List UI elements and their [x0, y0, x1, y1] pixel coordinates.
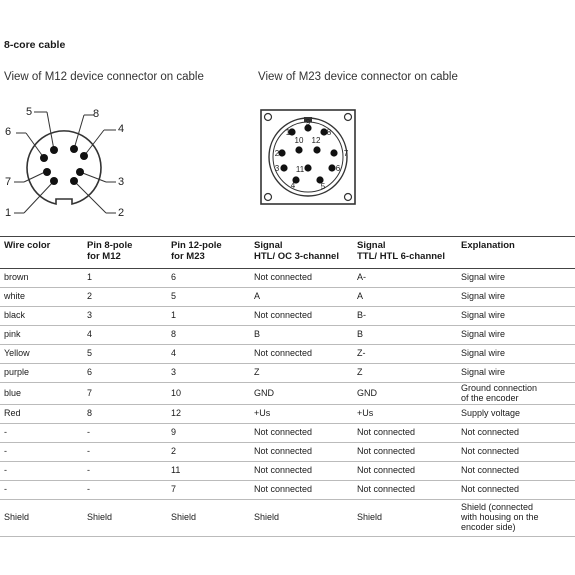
cell-pin-m12: 5	[83, 345, 167, 364]
cell-pin-m12: 2	[83, 288, 167, 307]
cell-signal-3ch: Not connected	[250, 443, 353, 462]
cell-pin-m12: 6	[83, 364, 167, 383]
cell-pin-m23: 8	[167, 326, 250, 345]
cell-signal-6ch: Z-	[353, 345, 457, 364]
cell-explanation: Not connected	[457, 443, 575, 462]
m23-label-1: 1	[285, 128, 291, 137]
cell-signal-3ch: Not connected	[250, 481, 353, 500]
cell-wire-color: Yellow	[0, 345, 83, 364]
table-row	[0, 326, 575, 345]
m23-mount-hole	[265, 114, 272, 121]
cell-signal-6ch: A-	[353, 269, 457, 288]
table-row	[0, 405, 575, 424]
cell-pin-m23: 2	[167, 443, 250, 462]
table-row	[0, 364, 575, 383]
pin-assignment-table	[0, 236, 575, 537]
table-row	[0, 424, 575, 443]
table-row	[0, 481, 575, 500]
cell-pin-m23: 10	[167, 383, 250, 405]
table-row	[0, 443, 575, 462]
table-row	[0, 288, 575, 307]
m23-label-4: 4	[290, 181, 296, 190]
m23-label-8: 8	[326, 128, 332, 137]
m12-pin-2	[76, 168, 84, 176]
m12-label-8: 8	[92, 108, 100, 120]
cell-signal-3ch: Z	[250, 364, 353, 383]
cell-explanation: Not connected	[457, 424, 575, 443]
cell-pin-m23: 12	[167, 405, 250, 424]
cell-pin-m23: 1	[167, 307, 250, 326]
m23-label-12: 12	[311, 136, 321, 145]
cell-signal-6ch: +Us	[353, 405, 457, 424]
cell-explanation: Signal wire	[457, 307, 575, 326]
cell-explanation: Signal wire	[457, 364, 575, 383]
m23-label-9: 9	[305, 118, 311, 127]
m23-pin-12	[313, 146, 320, 153]
cell-signal-3ch: +Us	[250, 405, 353, 424]
cell-explanation: Ground connection of the encoder	[457, 383, 575, 405]
m12-housing	[27, 131, 101, 204]
cell-explanation: Supply voltage	[457, 405, 575, 424]
m23-label-11: 11	[295, 165, 305, 174]
m12-pin-4	[70, 145, 78, 153]
m12-pin-3	[80, 152, 88, 160]
cell-signal-6ch: Not connected	[353, 481, 457, 500]
m23-mount-hole	[345, 194, 352, 201]
header-pin-m23: Pin 12-pole for M23	[167, 237, 250, 269]
section-title: 8-core cable	[4, 39, 66, 51]
cell-pin-m23: 9	[167, 424, 250, 443]
m23-view-label: View of M23 device connector on cable	[258, 71, 458, 83]
m12-label-7: 7	[4, 176, 12, 188]
cell-wire-color: black	[0, 307, 83, 326]
table-row	[0, 345, 575, 364]
cell-wire-color: Shield	[0, 500, 83, 537]
cell-pin-m23: 11	[167, 462, 250, 481]
m23-pin-7	[330, 149, 337, 156]
cell-signal-3ch: Not connected	[250, 424, 353, 443]
cell-wire-color: purple	[0, 364, 83, 383]
cell-wire-color: Red	[0, 405, 83, 424]
cell-pin-m23: 6	[167, 269, 250, 288]
table-row	[0, 462, 575, 481]
header-wire-color: Wire color	[0, 237, 83, 269]
cell-wire-color: -	[0, 424, 83, 443]
table-row	[0, 307, 575, 326]
cell-explanation: Signal wire	[457, 269, 575, 288]
cell-explanation: Shield (connected with housing on the encoder side)	[457, 500, 575, 537]
cell-pin-m12: 8	[83, 405, 167, 424]
m12-pin-5	[50, 146, 58, 154]
cell-explanation: Not connected	[457, 462, 575, 481]
cell-signal-3ch: B	[250, 326, 353, 345]
cell-wire-color: white	[0, 288, 83, 307]
m12-pin-7	[50, 177, 58, 185]
m23-label-10: 10	[294, 136, 304, 145]
m12-view-label: View of M12 device connector on cable	[4, 71, 204, 83]
table-header-row	[0, 237, 575, 269]
cell-signal-6ch: Not connected	[353, 424, 457, 443]
cell-explanation: Signal wire	[457, 345, 575, 364]
cell-pin-m12: -	[83, 462, 167, 481]
m23-pin-10	[295, 146, 302, 153]
cell-signal-3ch: Not connected	[250, 345, 353, 364]
cell-explanation: Signal wire	[457, 326, 575, 345]
cell-pin-m12: -	[83, 424, 167, 443]
header-pin-m12: Pin 8-pole for M12	[83, 237, 167, 269]
cell-signal-3ch: Not connected	[250, 269, 353, 288]
header-signal-3ch: Signal HTL/ OC 3-channel	[250, 237, 353, 269]
m12-label-3: 3	[117, 176, 125, 188]
cell-pin-m12: 3	[83, 307, 167, 326]
m23-mount-hole	[345, 114, 352, 121]
cell-pin-m12: 1	[83, 269, 167, 288]
m23-label-7: 7	[343, 149, 349, 158]
m12-pin-6	[40, 154, 48, 162]
cell-signal-6ch: Shield	[353, 500, 457, 537]
cell-signal-3ch: A	[250, 288, 353, 307]
cell-signal-6ch: Not connected	[353, 443, 457, 462]
header-explanation: Explanation	[457, 237, 575, 269]
cell-wire-color: -	[0, 462, 83, 481]
cell-pin-m23: 4	[167, 345, 250, 364]
m23-mount-hole	[265, 194, 272, 201]
cell-wire-color: -	[0, 481, 83, 500]
cell-signal-3ch: Shield	[250, 500, 353, 537]
cell-wire-color: brown	[0, 269, 83, 288]
cell-explanation: Signal wire	[457, 288, 575, 307]
cell-signal-3ch: Not connected	[250, 462, 353, 481]
m12-pin-1	[43, 168, 51, 176]
m12-pin-8	[70, 177, 78, 185]
cell-signal-6ch: Not connected	[353, 462, 457, 481]
m23-label-5: 5	[320, 182, 326, 191]
m12-label-4: 4	[117, 123, 125, 135]
cell-pin-m12: Shield	[83, 500, 167, 537]
m12-connector-diagram	[0, 95, 140, 225]
m23-label-3: 3	[274, 164, 280, 173]
cell-pin-m23: 7	[167, 481, 250, 500]
cell-pin-m12: 7	[83, 383, 167, 405]
cell-signal-3ch: Not connected	[250, 307, 353, 326]
cell-pin-m23: 3	[167, 364, 250, 383]
cell-pin-m12: 4	[83, 326, 167, 345]
m12-label-6: 6	[4, 126, 12, 138]
table-row	[0, 500, 575, 537]
cell-wire-color: -	[0, 443, 83, 462]
cell-wire-color: pink	[0, 326, 83, 345]
cell-wire-color: blue	[0, 383, 83, 405]
cell-pin-m23: Shield	[167, 500, 250, 537]
cell-signal-6ch: B	[353, 326, 457, 345]
header-signal-6ch: Signal TTL/ HTL 6-channel	[353, 237, 457, 269]
cell-explanation: Not connected	[457, 481, 575, 500]
cell-signal-6ch: A	[353, 288, 457, 307]
m23-label-6: 6	[335, 164, 341, 173]
cell-pin-m12: -	[83, 481, 167, 500]
cell-signal-6ch: GND	[353, 383, 457, 405]
m12-label-5: 5	[25, 106, 33, 118]
cell-signal-3ch: GND	[250, 383, 353, 405]
cell-pin-m12: -	[83, 443, 167, 462]
m12-label-2: 2	[117, 207, 125, 219]
cell-signal-6ch: Z	[353, 364, 457, 383]
m23-label-2: 2	[274, 149, 280, 158]
table-row	[0, 383, 575, 405]
cell-signal-6ch: B-	[353, 307, 457, 326]
cell-pin-m23: 5	[167, 288, 250, 307]
table-row	[0, 269, 575, 288]
m12-label-1: 1	[4, 207, 12, 219]
